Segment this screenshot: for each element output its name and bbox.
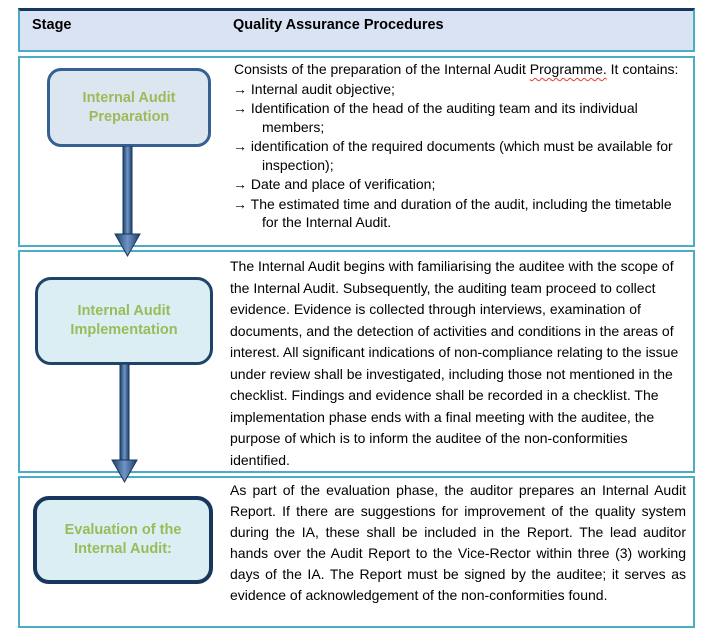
bullet-item — [230, 80, 686, 99]
table-header-row — [18, 8, 695, 52]
procedure-description-preparation — [230, 58, 686, 232]
description-paragraph: The Internal Audit begins with familiarising the auditee with the scope of the Internal Audit. Subsequently, the auditing team proceed to collect evidence. Evidence is collected through interviews, examination of documents, and the detection of activities and conditions in the areas of interest. All significant indications of non-compliance relating to the issue under review shall be investigated, including those not mentioned in the checklist. Findings and evidence shall be recorded in a checklist. The implementation phase ends with a final meeting with the auditee, the purpose of which is to inform the auditee of the non-conformities identified. — [230, 258, 679, 468]
table-row-evaluation — [18, 476, 695, 628]
down-arrow-icon — [111, 364, 138, 483]
arrow-bullet-marker: → — [233, 138, 247, 154]
arrow-bullet-marker: → — [233, 195, 247, 212]
bullet-item — [230, 195, 686, 232]
arrow-bullet-marker: → — [233, 100, 247, 116]
intro-paragraph — [230, 60, 686, 79]
stage-label: Evaluation of the Internal Audit: — [64, 522, 182, 557]
bullet-text: The estimated time and duration of the audit, including the timetable for the Internal Audit. — [250, 195, 672, 230]
bullet-text: Identification of the head of the auditing team and its individual members; — [250, 100, 638, 135]
stage-label: Internal Audit Implementation — [70, 303, 178, 338]
misspelled-word-squiggle: Programme. — [529, 61, 607, 77]
stage-column-header: Stage — [32, 17, 72, 33]
procedures-column-header: Quality Assurance Procedures — [233, 17, 444, 33]
bullet-item — [230, 175, 686, 194]
intro-text-after: It contains: — [606, 61, 679, 77]
bullet-text: Date and place of verification; — [250, 176, 436, 192]
stage-label: Internal Audit Preparation — [82, 89, 176, 125]
stage-box-internal-audit-implementation — [35, 277, 213, 365]
bullet-item — [230, 137, 686, 174]
arrow-bullet-marker: → — [233, 176, 247, 192]
stage-box-evaluation-of-internal-audit — [33, 496, 213, 584]
description-paragraph: As part of the evaluation phase, the auditor prepares an Internal Audit Report. If there are suggestions for improvement of the quality system during the IA, these shall be included in the Report. The lead auditor hands over the Audit Report to the Vice-Rector within three (3) working days of the IA. The Report must be signed by the auditee; it serves as evidence of acknowledgement of the non-conformities found. — [230, 482, 686, 603]
stage-box-internal-audit-preparation — [47, 68, 211, 147]
procedure-description-evaluation — [230, 478, 686, 606]
bullet-item — [230, 99, 686, 136]
bullet-text: Internal audit objective; — [250, 80, 395, 97]
procedure-description-implementation — [230, 252, 686, 471]
intro-text-before: Consists of the preparation of the Internal Audit — [234, 61, 530, 77]
down-arrow-icon — [114, 146, 141, 257]
bullet-text: identification of the required documents (which must be available for inspection); — [250, 138, 673, 173]
arrow-bullet-marker: → — [233, 80, 247, 97]
